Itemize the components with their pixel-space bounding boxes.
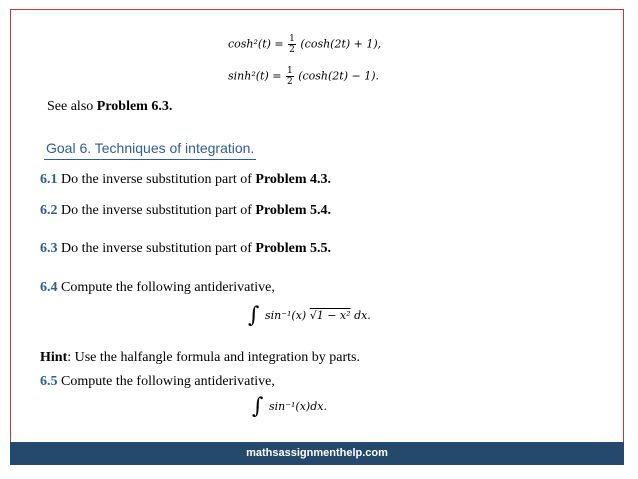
item-text: Do the inverse substitution part of	[57, 241, 256, 256]
item-number: 6.4	[40, 280, 58, 295]
hint-label: Hint	[40, 350, 68, 365]
integrand-sqrt: √1 − x²	[309, 309, 351, 322]
cosh-fraction	[288, 34, 296, 55]
cosh-left: cosh²(t) =	[228, 37, 284, 51]
see-also-line	[47, 99, 172, 115]
see-also-ref: Problem 6.3.	[96, 99, 173, 114]
hint-line	[40, 350, 360, 366]
item-ref: Problem 5.5.	[255, 241, 331, 256]
goal-heading: Goal 6. Techniques of integration.	[44, 137, 256, 160]
sinh-right: (cosh(2t) − 1).	[298, 69, 380, 83]
integral-6-4	[248, 305, 371, 327]
item-6-5	[40, 374, 275, 390]
item-6-1	[40, 172, 331, 188]
item-text: Do the inverse substitution part of	[57, 203, 256, 218]
item-text: Do the inverse substitution part of	[57, 172, 256, 187]
item-ref: Problem 5.4.	[255, 203, 331, 218]
item-ref: Problem 4.3.	[255, 172, 331, 187]
see-also-prefix: See also	[47, 99, 97, 114]
item-number: 6.2	[40, 203, 58, 218]
cosh-right: (cosh(2t) + 1),	[300, 37, 382, 51]
item-6-4	[40, 280, 275, 296]
integrand-dx: dx.	[354, 309, 371, 322]
cosh-frac-den: 2	[289, 45, 295, 55]
cosh-identity	[228, 34, 381, 55]
hint-text: : Use the halfangle formula and integration by parts.	[67, 350, 360, 365]
item-number: 6.3	[40, 241, 58, 256]
integral-sign: ∫	[248, 303, 260, 328]
item-number: 6.5	[40, 374, 58, 389]
item-text: Compute the following antiderivative,	[57, 280, 275, 295]
footer-site: mathsassignmenthelp.com	[246, 447, 388, 459]
integrand-arcsin: sin⁻¹(x)	[264, 309, 307, 322]
item-6-3	[40, 241, 331, 257]
integrand: sin⁻¹(x)dx.	[268, 400, 327, 413]
cosh-frac-num: 1	[289, 34, 295, 44]
footer-bar	[10, 442, 624, 465]
sinh-frac-num: 1	[286, 66, 293, 76]
sinh-fraction	[286, 66, 294, 87]
integral-6-5	[252, 396, 327, 418]
sinh-left: sinh²(t) =	[228, 69, 282, 83]
item-number: 6.1	[40, 172, 58, 187]
sinh-identity	[228, 66, 379, 87]
item-text: Compute the following antiderivative,	[57, 374, 275, 389]
item-6-2	[40, 203, 331, 219]
integral-sign: ∫	[252, 394, 264, 419]
sinh-frac-den: 2	[286, 77, 293, 87]
